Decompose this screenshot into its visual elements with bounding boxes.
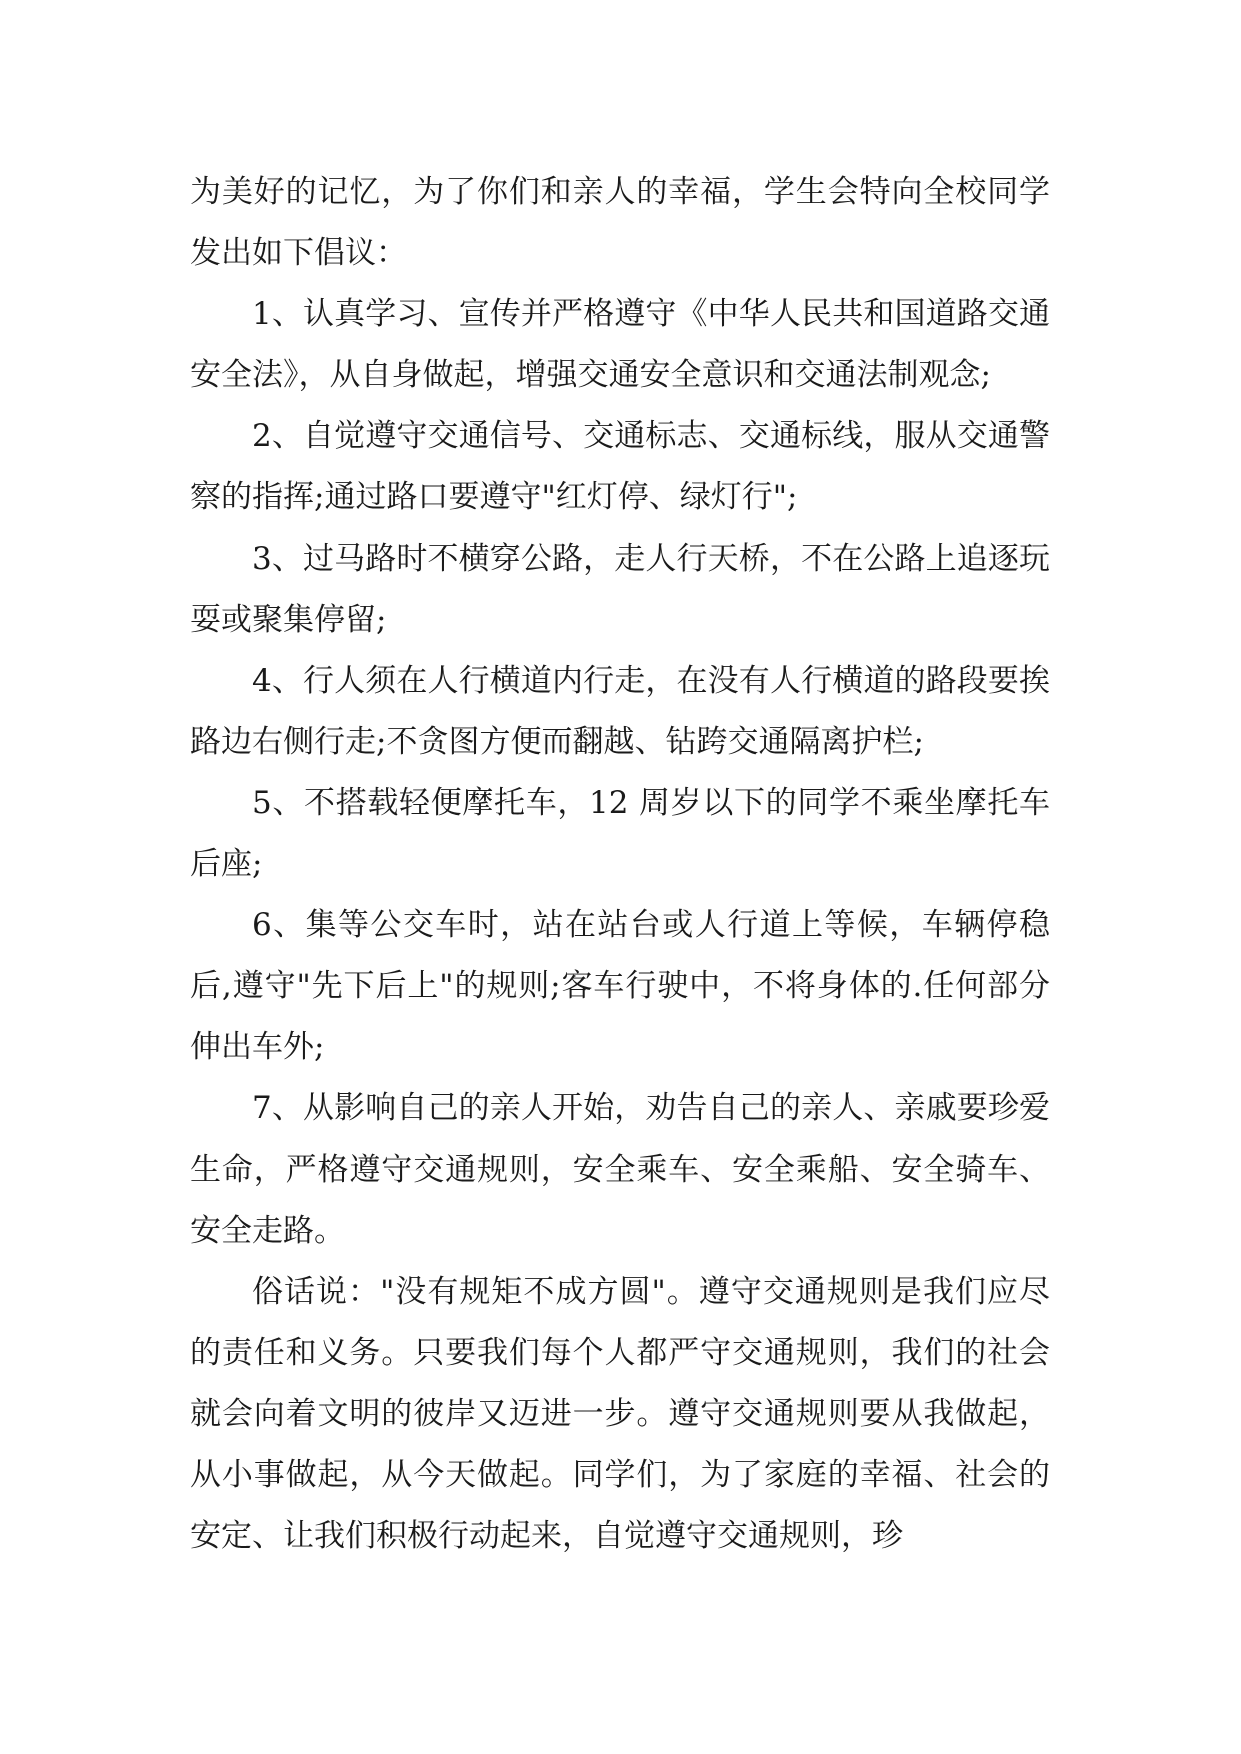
proposal-item-5: 5、不搭载轻便摩托车，12 周岁以下的同学不乘坐摩托车后座; <box>190 784 1050 883</box>
proposal-item-1: 1、认真学习、宣传并严格遵守《中华人民共和国道路交通安全法》，从自身做起，增强交通安全意识和交通法制观念; <box>190 296 1050 394</box>
proposal-item-4: 4、行人须在人行横道内行走，在没有人行横道的路段要挨路边右侧行走;不贪图方便而翻越、钻跨交通隔离护栏; <box>190 662 1050 760</box>
proposal-item-7: 7、从影响自己的亲人开始，劝告自己的亲人、亲戚要珍爱生命，严格遵守交通规则，安全乘车、安全乘船、安全骑车、安全走路。 <box>190 1090 1050 1249</box>
proposal-item-2: 2、自觉遵守交通信号、交通标志、交通标线，服从交通警察的指挥;通过路口要遵守"红灯停、绿灯行"; <box>190 418 1050 516</box>
document-body <box>190 162 1050 1567</box>
intro-paragraph: 为美好的记忆，为了你们和亲人的幸福，学生会特向全校同学发出如下倡议： <box>190 174 1050 272</box>
proposal-item-6: 6、集等公交车时，站在站台或人行道上等候，车辆停稳后,遵守"先下后上"的规则;客车行驶中，不将身体的.任何部分伸出车外; <box>190 907 1050 1066</box>
proposal-item-3: 3、过马路时不横穿公路，走人行天桥，不在公路上追逐玩耍或聚集停留; <box>190 540 1050 638</box>
closing-paragraph: 俗话说："没有规矩不成方圆"。遵守交通规则是我们应尽的责任和义务。只要我们每个人都严守交通规则，我们的社会就会向着文明的彼岸又迈进一步。遵守交通规则要从我做起，从小事做起，从今天做起。同学们，为了家庭的幸福、社会的安定、让我们积极行动起来，自觉遵守交通规则，珍 <box>190 1273 1050 1555</box>
